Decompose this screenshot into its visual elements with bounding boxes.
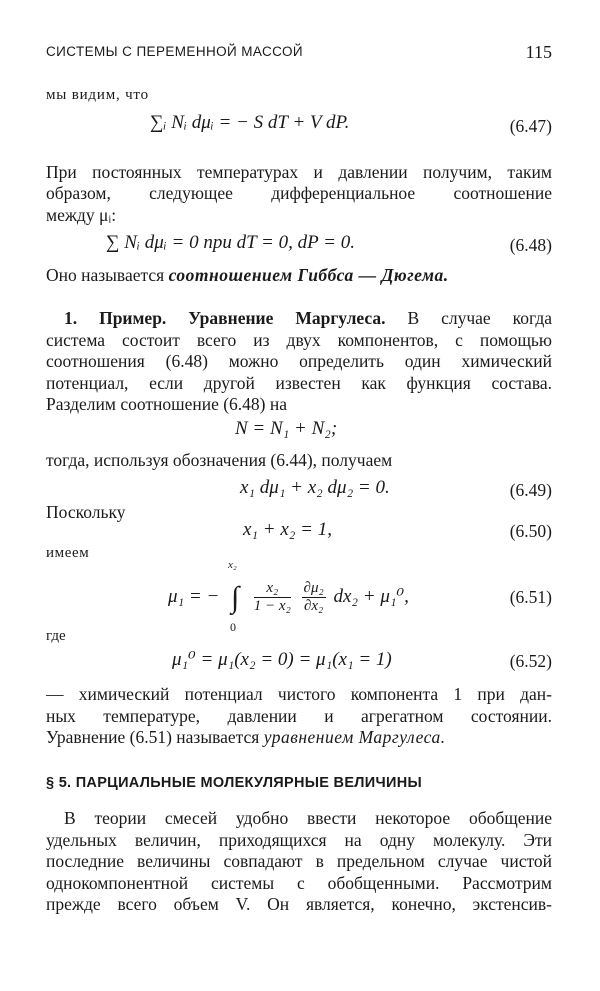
page-number: 115 — [525, 42, 552, 62]
text-line: При постоянных температурах и давлении получим, таким — [46, 162, 552, 182]
integral-sign: ∫ x₂ 0 — [228, 558, 240, 634]
denominator: ∂x₂ — [303, 598, 324, 614]
text-line: между μᵢ: — [46, 205, 117, 225]
lhs: μ₁ = − — [168, 585, 220, 607]
text-line: последние величины совпадают в предельном случае чистой — [46, 851, 552, 871]
text-line: Поскольку — [46, 502, 126, 522]
text-line: однокомпонентной системы с обобщенными. Рассмотрим — [46, 873, 552, 893]
numerator: x₂ — [254, 580, 291, 598]
section-heading: § 5. ПАРЦИАЛЬНЫЕ МОЛЕКУЛЯРНЫЕ ВЕЛИЧИНЫ — [46, 775, 422, 791]
equation-number: (6.49) — [509, 480, 552, 500]
text: Уравнение (6.51) называется — [46, 727, 264, 747]
text-line: система состоит всего из двух компонентов, с помощью — [46, 330, 552, 350]
text-line: потенциал, если другой известен как функция состава. — [46, 373, 552, 393]
equation-number: (6.47) — [509, 116, 552, 136]
equation-6-50: x₁ + x₂ = 1, — [243, 519, 332, 540]
text-line: образом, следующее дифференциальное соотношение — [46, 183, 552, 203]
fraction — [254, 580, 291, 615]
equation-number: (6.50) — [509, 521, 552, 541]
text-line: — химический потенциал чистого компонента 1 при дан- — [46, 684, 552, 704]
equation-number: (6.48) — [509, 235, 552, 255]
text-line: где — [46, 628, 66, 644]
equation-6-49: x₁ dμ₁ + x₂ dμ₂ = 0. — [240, 477, 390, 498]
fraction — [302, 580, 326, 615]
rhs: dx₂ + μ₁⁰, — [333, 585, 409, 607]
denominator: 1 − x₂ — [253, 598, 291, 614]
equation-6-52: μ₁⁰ = μ₁(x₂ = 0) = μ₁(x₁ = 1) — [172, 649, 392, 670]
text-line: удельных величин, приходящихся на одну молекулу. Эти — [46, 830, 552, 850]
running-title: СИСТЕМЫ С ПЕРЕМЕННОЙ МАССОЙ — [46, 44, 304, 59]
italic-term: соотношением Гиббса — Дюгема. — [168, 265, 449, 285]
text: В случае когда — [385, 308, 552, 328]
equation-6-51 — [168, 558, 409, 634]
numerator: ∂μ₂ — [303, 580, 324, 596]
equation-number: (6.52) — [509, 651, 552, 671]
equation-6-48: ∑ Nᵢ dμᵢ = 0 при dT = 0, dP = 0. — [106, 232, 355, 253]
text-line: В теории смесей удобно ввести некоторое обобщение — [64, 808, 552, 828]
text-line: Разделим соотношение (6.48) на — [46, 394, 288, 414]
equation-number: (6.51) — [509, 587, 552, 607]
text-line — [46, 727, 552, 748]
lower-limit: 0 — [230, 619, 237, 634]
text-line — [46, 265, 552, 286]
text-line: соотношения (6.48) можно определить один химический — [46, 351, 552, 371]
text-line: ных температуре, давлении и агрегатном состоянии. — [46, 706, 552, 726]
equation-n: N = N₁ + N₂; — [235, 418, 338, 439]
text-line: тогда, используя обозначения (6.44), получаем — [46, 450, 393, 470]
text-line: мы видим, что — [46, 87, 149, 103]
upper-limit: x₂ — [228, 558, 237, 571]
italic-term: уравнением Маргулеса. — [263, 727, 446, 747]
example-title: 1. Пример. Уравнение Маргулеса. — [64, 308, 386, 328]
text: Оно называется — [46, 265, 169, 285]
text-line: прежде всего объем V. Он является, конечно, экстенсив- — [46, 894, 552, 914]
example-heading-line — [64, 308, 552, 329]
equation-6-47: ∑ᵢ Nᵢ dμᵢ = − S dT + V dP. — [150, 112, 350, 133]
text-line: имеем — [46, 545, 90, 561]
